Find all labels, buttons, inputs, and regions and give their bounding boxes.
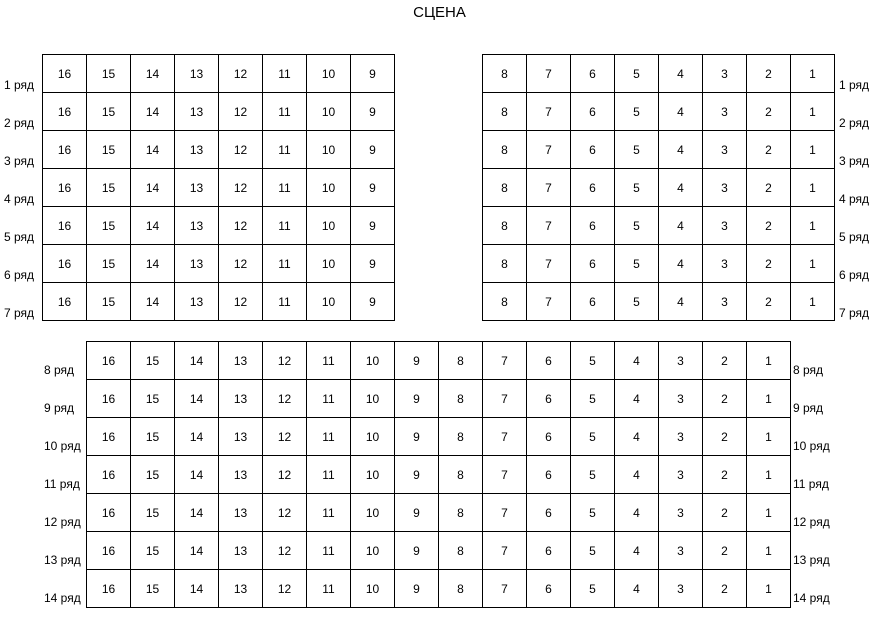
- seat[interactable]: 4: [659, 55, 703, 93]
- seat[interactable]: 13: [175, 55, 219, 93]
- seat[interactable]: 9: [351, 245, 395, 283]
- row-label-left: 5 ряд: [4, 230, 35, 244]
- seat[interactable]: 12: [219, 207, 263, 245]
- seat[interactable]: 3: [659, 570, 703, 608]
- seat[interactable]: 12: [263, 570, 307, 608]
- seat[interactable]: 14: [175, 456, 219, 494]
- seat[interactable]: 2: [703, 570, 747, 608]
- seat[interactable]: 10: [307, 245, 351, 283]
- seat[interactable]: 2: [703, 494, 747, 532]
- seat[interactable]: 6: [527, 418, 571, 456]
- seat[interactable]: 1: [791, 131, 835, 169]
- seat[interactable]: 10: [307, 55, 351, 93]
- seat[interactable]: 7: [527, 207, 571, 245]
- seat[interactable]: 7: [527, 93, 571, 131]
- seat[interactable]: 9: [351, 131, 395, 169]
- seat[interactable]: 3: [703, 245, 747, 283]
- seat[interactable]: 16: [43, 131, 87, 169]
- seat[interactable]: 13: [175, 93, 219, 131]
- seat[interactable]: 13: [219, 494, 263, 532]
- seat[interactable]: 8: [439, 342, 483, 380]
- seat[interactable]: 13: [175, 207, 219, 245]
- seat[interactable]: 16: [87, 456, 131, 494]
- row-label-right: 9 ряд: [793, 401, 824, 415]
- row-label-right: 3 ряд: [839, 154, 870, 168]
- seat[interactable]: 8: [439, 418, 483, 456]
- seat[interactable]: 5: [571, 418, 615, 456]
- seat[interactable]: 15: [87, 169, 131, 207]
- seat[interactable]: 8: [483, 131, 527, 169]
- seat[interactable]: 3: [703, 283, 747, 321]
- row-label-right: 13 ряд: [793, 553, 830, 567]
- row-label-left: 2 ряд: [4, 116, 35, 130]
- seat[interactable]: 10: [351, 418, 395, 456]
- seat[interactable]: 10: [307, 131, 351, 169]
- seat[interactable]: 13: [219, 380, 263, 418]
- seat[interactable]: 8: [439, 570, 483, 608]
- seat[interactable]: 3: [703, 169, 747, 207]
- seat[interactable]: 14: [131, 283, 175, 321]
- seat[interactable]: 9: [395, 532, 439, 570]
- seat[interactable]: 1: [747, 570, 791, 608]
- seat[interactable]: 8: [483, 55, 527, 93]
- seat[interactable]: 3: [659, 380, 703, 418]
- seat[interactable]: 13: [175, 169, 219, 207]
- seat[interactable]: 5: [571, 494, 615, 532]
- seat[interactable]: 13: [219, 570, 263, 608]
- seat[interactable]: 16: [87, 494, 131, 532]
- seat[interactable]: 11: [263, 55, 307, 93]
- seat[interactable]: 5: [615, 283, 659, 321]
- seat[interactable]: 16: [43, 93, 87, 131]
- seat[interactable]: 5: [615, 207, 659, 245]
- seat[interactable]: 12: [219, 55, 263, 93]
- seat[interactable]: 8: [439, 494, 483, 532]
- seat[interactable]: 14: [131, 169, 175, 207]
- seat[interactable]: 11: [307, 532, 351, 570]
- seat[interactable]: 4: [615, 342, 659, 380]
- seat[interactable]: 5: [615, 245, 659, 283]
- seat[interactable]: 9: [351, 55, 395, 93]
- seat[interactable]: 3: [659, 342, 703, 380]
- seat[interactable]: 16: [43, 283, 87, 321]
- seat[interactable]: 2: [747, 131, 791, 169]
- seat[interactable]: 6: [571, 245, 615, 283]
- seat[interactable]: 1: [791, 169, 835, 207]
- seat[interactable]: 2: [703, 532, 747, 570]
- seat-block-upper-right: [482, 54, 835, 321]
- seat[interactable]: 7: [527, 55, 571, 93]
- seat[interactable]: 14: [131, 55, 175, 93]
- seat[interactable]: 4: [659, 93, 703, 131]
- seat[interactable]: 12: [263, 456, 307, 494]
- seat[interactable]: 12: [263, 342, 307, 380]
- row-label-right: 5 ряд: [839, 230, 870, 244]
- seat[interactable]: 1: [791, 207, 835, 245]
- row-label-left: 3 ряд: [4, 154, 35, 168]
- seat[interactable]: 10: [307, 93, 351, 131]
- row-label-left: 13 ряд: [44, 553, 81, 567]
- seat[interactable]: 8: [439, 532, 483, 570]
- row-label-right: 1 ряд: [839, 78, 870, 92]
- seat[interactable]: 13: [175, 283, 219, 321]
- seat[interactable]: 15: [131, 342, 175, 380]
- seat[interactable]: 12: [219, 245, 263, 283]
- seat[interactable]: 1: [791, 283, 835, 321]
- seat[interactable]: 15: [87, 55, 131, 93]
- seat[interactable]: 10: [351, 494, 395, 532]
- seat[interactable]: 13: [219, 532, 263, 570]
- seat[interactable]: 7: [527, 245, 571, 283]
- seat[interactable]: 4: [615, 532, 659, 570]
- row-label-right: 12 ряд: [793, 515, 830, 529]
- row-label-right: 11 ряд: [793, 477, 829, 491]
- seat[interactable]: 1: [747, 380, 791, 418]
- seat[interactable]: 6: [571, 283, 615, 321]
- seat[interactable]: 2: [747, 55, 791, 93]
- seat[interactable]: 8: [483, 93, 527, 131]
- seat[interactable]: 14: [175, 380, 219, 418]
- seat[interactable]: 11: [307, 380, 351, 418]
- seat[interactable]: 7: [527, 169, 571, 207]
- seat[interactable]: 16: [87, 342, 131, 380]
- seat[interactable]: 9: [395, 570, 439, 608]
- seat[interactable]: 8: [483, 169, 527, 207]
- seat[interactable]: 15: [131, 456, 175, 494]
- seat[interactable]: 3: [703, 207, 747, 245]
- seat[interactable]: 8: [439, 456, 483, 494]
- seat[interactable]: 14: [131, 245, 175, 283]
- seat[interactable]: 9: [351, 169, 395, 207]
- seat[interactable]: 11: [263, 207, 307, 245]
- seat[interactable]: 10: [307, 169, 351, 207]
- seat[interactable]: 11: [307, 456, 351, 494]
- seat[interactable]: 9: [395, 380, 439, 418]
- seat[interactable]: 5: [615, 55, 659, 93]
- row-label-right: 14 ряд: [793, 591, 830, 605]
- seat[interactable]: 6: [527, 494, 571, 532]
- seat[interactable]: 13: [219, 456, 263, 494]
- seat[interactable]: 16: [87, 380, 131, 418]
- row-label-left: 14 ряд: [44, 591, 81, 605]
- seat[interactable]: 12: [219, 283, 263, 321]
- seat[interactable]: 15: [87, 207, 131, 245]
- seat[interactable]: 10: [351, 532, 395, 570]
- seat[interactable]: 2: [703, 342, 747, 380]
- seat[interactable]: 4: [659, 131, 703, 169]
- seat[interactable]: 6: [571, 169, 615, 207]
- seat[interactable]: 9: [351, 93, 395, 131]
- seat[interactable]: 5: [571, 570, 615, 608]
- seat[interactable]: 1: [747, 456, 791, 494]
- seat[interactable]: 15: [87, 283, 131, 321]
- seat[interactable]: 10: [351, 570, 395, 608]
- seat[interactable]: 12: [263, 418, 307, 456]
- seat[interactable]: 4: [615, 456, 659, 494]
- seat[interactable]: 8: [439, 380, 483, 418]
- seat[interactable]: 11: [263, 245, 307, 283]
- seat[interactable]: 16: [87, 532, 131, 570]
- seat[interactable]: 8: [483, 245, 527, 283]
- seat[interactable]: 9: [351, 283, 395, 321]
- seat[interactable]: 6: [527, 570, 571, 608]
- seat[interactable]: 7: [483, 418, 527, 456]
- seat[interactable]: 15: [131, 418, 175, 456]
- seat[interactable]: 2: [703, 380, 747, 418]
- row-label-left: 6 ряд: [4, 268, 35, 282]
- seat[interactable]: 5: [571, 532, 615, 570]
- seat[interactable]: 5: [571, 342, 615, 380]
- seat[interactable]: 3: [703, 93, 747, 131]
- row-label-left: 8 ряд: [44, 363, 75, 377]
- seat[interactable]: 5: [615, 131, 659, 169]
- seat[interactable]: 14: [175, 418, 219, 456]
- seat[interactable]: 12: [219, 93, 263, 131]
- seat[interactable]: 12: [219, 131, 263, 169]
- seat[interactable]: 1: [791, 245, 835, 283]
- seat[interactable]: 1: [747, 342, 791, 380]
- seat[interactable]: 15: [131, 494, 175, 532]
- seat[interactable]: 14: [175, 494, 219, 532]
- seat[interactable]: 3: [659, 532, 703, 570]
- seat[interactable]: 1: [791, 55, 835, 93]
- seat[interactable]: 2: [703, 418, 747, 456]
- seat[interactable]: 3: [703, 55, 747, 93]
- seat[interactable]: 11: [263, 131, 307, 169]
- seat[interactable]: 7: [483, 570, 527, 608]
- seat[interactable]: 16: [43, 207, 87, 245]
- seat[interactable]: 3: [659, 418, 703, 456]
- seat[interactable]: 16: [87, 570, 131, 608]
- seat[interactable]: 7: [527, 283, 571, 321]
- seat[interactable]: 14: [131, 207, 175, 245]
- seat[interactable]: 4: [659, 283, 703, 321]
- seat[interactable]: 9: [395, 342, 439, 380]
- seat[interactable]: 6: [571, 131, 615, 169]
- seat[interactable]: 15: [87, 93, 131, 131]
- seat[interactable]: 14: [131, 93, 175, 131]
- seat[interactable]: 3: [659, 494, 703, 532]
- seat[interactable]: 8: [483, 283, 527, 321]
- row-label-left: 10 ряд: [44, 439, 81, 453]
- seat[interactable]: 6: [527, 456, 571, 494]
- row-label-left: 9 ряд: [44, 401, 75, 415]
- seat[interactable]: 5: [571, 380, 615, 418]
- seat[interactable]: 7: [483, 532, 527, 570]
- seat[interactable]: 2: [703, 456, 747, 494]
- seat[interactable]: 4: [659, 169, 703, 207]
- seat[interactable]: 6: [527, 380, 571, 418]
- seat[interactable]: 6: [527, 342, 571, 380]
- seat[interactable]: 7: [483, 494, 527, 532]
- seat[interactable]: 14: [131, 131, 175, 169]
- seat[interactable]: 7: [483, 456, 527, 494]
- seat[interactable]: 6: [571, 207, 615, 245]
- seat[interactable]: 8: [483, 207, 527, 245]
- seat[interactable]: 4: [615, 418, 659, 456]
- seat[interactable]: 1: [791, 93, 835, 131]
- seat[interactable]: 14: [175, 342, 219, 380]
- seat[interactable]: 3: [703, 131, 747, 169]
- seat-block-upper-left: [42, 54, 395, 321]
- seat[interactable]: 12: [263, 380, 307, 418]
- seat[interactable]: 11: [263, 169, 307, 207]
- seat[interactable]: 16: [43, 55, 87, 93]
- row-label-left: 1 ряд: [4, 78, 35, 92]
- row-label-left: 11 ряд: [44, 477, 80, 491]
- row-label-left: 4 ряд: [4, 192, 35, 206]
- seat[interactable]: 7: [483, 342, 527, 380]
- seat[interactable]: 5: [615, 169, 659, 207]
- seat[interactable]: 11: [307, 494, 351, 532]
- seat[interactable]: 6: [527, 532, 571, 570]
- seat[interactable]: 1: [747, 494, 791, 532]
- seat[interactable]: 2: [747, 169, 791, 207]
- seat[interactable]: 9: [395, 456, 439, 494]
- seat[interactable]: 4: [615, 380, 659, 418]
- seat[interactable]: 9: [395, 418, 439, 456]
- seat[interactable]: 11: [263, 93, 307, 131]
- seat[interactable]: 5: [571, 456, 615, 494]
- row-label-left: 12 ряд: [44, 515, 81, 529]
- seat[interactable]: 16: [43, 245, 87, 283]
- seat[interactable]: 16: [43, 169, 87, 207]
- row-label-left: 7 ряд: [4, 306, 35, 320]
- seat[interactable]: 2: [747, 245, 791, 283]
- seat[interactable]: 10: [307, 283, 351, 321]
- seat[interactable]: 15: [131, 380, 175, 418]
- row-label-right: 6 ряд: [839, 268, 870, 282]
- seat[interactable]: 15: [87, 245, 131, 283]
- seat[interactable]: 14: [175, 532, 219, 570]
- seat[interactable]: 2: [747, 207, 791, 245]
- seat[interactable]: 4: [659, 207, 703, 245]
- seat[interactable]: 9: [395, 494, 439, 532]
- seat[interactable]: 12: [219, 169, 263, 207]
- seat[interactable]: 10: [351, 380, 395, 418]
- seat[interactable]: 1: [747, 418, 791, 456]
- seat[interactable]: 11: [307, 342, 351, 380]
- seat[interactable]: 12: [263, 494, 307, 532]
- seat[interactable]: 4: [615, 494, 659, 532]
- seat[interactable]: 9: [351, 207, 395, 245]
- seat[interactable]: 1: [747, 532, 791, 570]
- seat-block-lower: [86, 341, 791, 608]
- seat[interactable]: 6: [571, 93, 615, 131]
- seat[interactable]: 13: [175, 245, 219, 283]
- seat[interactable]: 5: [615, 93, 659, 131]
- row-label-right: 2 ряд: [839, 116, 870, 130]
- seat[interactable]: 11: [263, 283, 307, 321]
- stage-label: СЦЕНА: [413, 4, 466, 21]
- seat[interactable]: 15: [131, 532, 175, 570]
- row-label-right: 8 ряд: [793, 363, 824, 377]
- seat[interactable]: 13: [219, 342, 263, 380]
- seat[interactable]: 12: [263, 532, 307, 570]
- row-label-right: 7 ряд: [839, 306, 870, 320]
- seat[interactable]: 4: [659, 245, 703, 283]
- seat[interactable]: 7: [483, 380, 527, 418]
- seat[interactable]: 16: [87, 418, 131, 456]
- seat[interactable]: 7: [527, 131, 571, 169]
- seat[interactable]: 10: [307, 207, 351, 245]
- seat[interactable]: 11: [307, 570, 351, 608]
- seat[interactable]: 2: [747, 283, 791, 321]
- row-label-right: 10 ряд: [793, 439, 830, 453]
- seat[interactable]: 15: [131, 570, 175, 608]
- seat[interactable]: 2: [747, 93, 791, 131]
- seat[interactable]: 4: [615, 570, 659, 608]
- seat[interactable]: 10: [351, 456, 395, 494]
- seat[interactable]: 14: [175, 570, 219, 608]
- seat[interactable]: 15: [87, 131, 131, 169]
- row-label-right: 4 ряд: [839, 192, 870, 206]
- seat[interactable]: 6: [571, 55, 615, 93]
- seat[interactable]: 3: [659, 456, 703, 494]
- seat[interactable]: 11: [307, 418, 351, 456]
- seat[interactable]: 10: [351, 342, 395, 380]
- seat[interactable]: 13: [175, 131, 219, 169]
- seat[interactable]: 13: [219, 418, 263, 456]
